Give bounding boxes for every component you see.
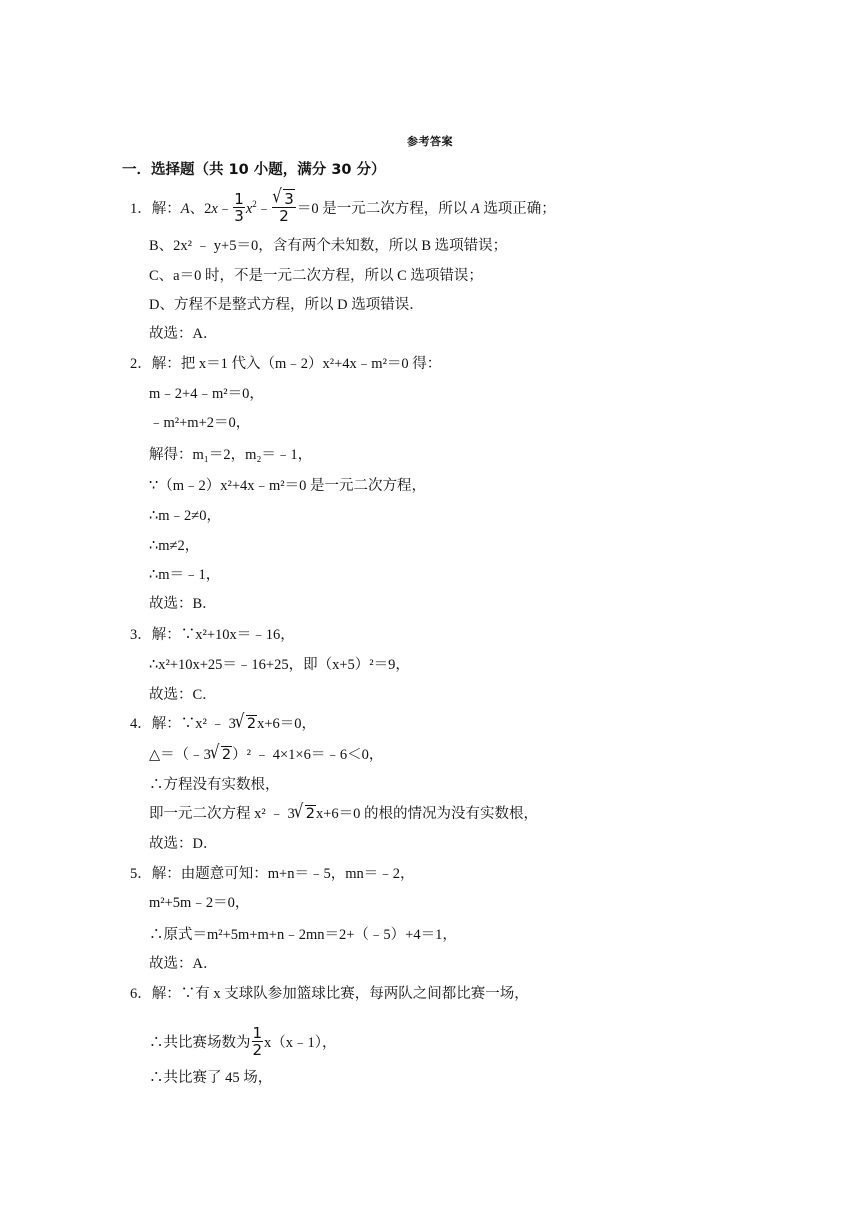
fraction-one-third: $\frac{1}{3}$ bbox=[234, 190, 244, 225]
q1-exp: 2 bbox=[252, 198, 257, 209]
q4-line-1 bbox=[130, 709, 317, 734]
q5-line-3: ∴原式＝m²+5m+m+n﹣2mn＝2+（﹣5）+4＝1， bbox=[149, 927, 457, 943]
section-title: 一．选择题（共 10 小题，满分 30 分） bbox=[122, 162, 386, 178]
q4-line-3: ∴方程没有实数根， bbox=[149, 777, 280, 793]
sqrt-2: √ 2 bbox=[209, 740, 232, 764]
q4-text: △＝（﹣3 bbox=[149, 747, 211, 763]
q4-text: x+6＝0 的根的情况为没有实数根， bbox=[315, 806, 539, 822]
q2-line-8: ∴m＝﹣1， bbox=[149, 567, 221, 583]
q6-line-1: 6．解：∵有 x 支球队参加篮球比赛，每两队之间都比赛一场， bbox=[130, 986, 529, 1002]
q3-answer: 故选：C． bbox=[149, 687, 217, 703]
fraction-one-half: $\frac{1}{2}$ bbox=[252, 1024, 263, 1059]
q1-text: ＝0 是一元二次方程，所以 bbox=[296, 200, 471, 217]
q2-line-5: ∵（m﹣2）x²+4x﹣m²＝0 是一元二次方程， bbox=[149, 478, 427, 494]
q1-option-a-ref: A bbox=[470, 200, 480, 217]
q4-text: 4．解：∵x² ﹣ 3 bbox=[130, 716, 236, 732]
q1-line-c: C、a＝0 时，不是一元二次方程，所以 C 选项错误； bbox=[149, 268, 483, 284]
q6-line-2 bbox=[149, 1024, 337, 1060]
q2-line-7: ∴m≠2， bbox=[149, 538, 200, 554]
q1-text: ﹣ bbox=[217, 200, 233, 217]
q6-text: x（x﹣1）， bbox=[264, 1034, 337, 1051]
q1-var: x bbox=[245, 200, 253, 217]
q4-answer: 故选：D． bbox=[149, 836, 218, 852]
q1-option-a: A bbox=[180, 200, 190, 217]
sqrt-2: √ 2 bbox=[234, 709, 257, 733]
q5-answer: 故选：A． bbox=[149, 956, 218, 972]
q2-line-4: 解得：m₁＝2，m₂＝﹣1， bbox=[149, 447, 313, 463]
q4-text: ）² ﹣ 4×1×6＝﹣6＜0， bbox=[232, 747, 384, 763]
q3-line-2: ∴x²+10x+25＝﹣16+25，即（x+5）²＝9， bbox=[149, 657, 410, 673]
q5-line-2: m²+5m﹣2＝0， bbox=[149, 895, 250, 911]
q1-number: 1．解： bbox=[130, 200, 181, 217]
q1-line-d: D、方程不是整式方程，所以 D 选项错误． bbox=[149, 297, 424, 313]
q4-line-4 bbox=[149, 799, 539, 824]
q6-line-3: ∴共比赛了 45 场， bbox=[149, 1070, 273, 1086]
q1-text: ﹣ bbox=[256, 200, 272, 217]
q4-line-2 bbox=[149, 740, 384, 765]
q2-line-6: ∴m﹣2≠0， bbox=[149, 508, 221, 524]
q2-line-3: ﹣m²+m+2＝0， bbox=[149, 415, 251, 431]
q4-text: 即一元二次方程 x² ﹣ 3 bbox=[149, 806, 295, 822]
q2-line-2: m﹣2+4﹣m²＝0， bbox=[149, 386, 264, 402]
sqrt-2: √ 2 bbox=[293, 799, 315, 823]
q2-line-1: 2．解：把 x＝1 代入（m﹣2）x²+4x﹣m²＝0 得： bbox=[130, 356, 442, 372]
q1-var: x bbox=[211, 200, 218, 217]
q1-line-b: B、2x² ﹣ y+5＝0，含有两个未知数，所以 B 选项错误； bbox=[149, 238, 508, 254]
q1-answer: 故选：A． bbox=[149, 326, 218, 342]
q4-text: x+6＝0， bbox=[257, 716, 317, 732]
q5-line-1: 5．解：由题意可知：m+n＝﹣5，mn＝﹣2， bbox=[130, 866, 415, 882]
q1-text: 、2 bbox=[189, 200, 212, 217]
q1-line-1 bbox=[130, 184, 556, 226]
q1-text: 选项正确； bbox=[479, 200, 556, 217]
fraction-root3-over-2: √ 3 2 bbox=[272, 184, 294, 225]
q6-text: ∴共比赛场数为 bbox=[149, 1034, 251, 1051]
page-title: 参考答案 bbox=[407, 135, 453, 148]
q2-answer: 故选：B． bbox=[149, 596, 217, 612]
q3-line-1: 3．解：∵x²+10x＝﹣16， bbox=[130, 627, 295, 643]
